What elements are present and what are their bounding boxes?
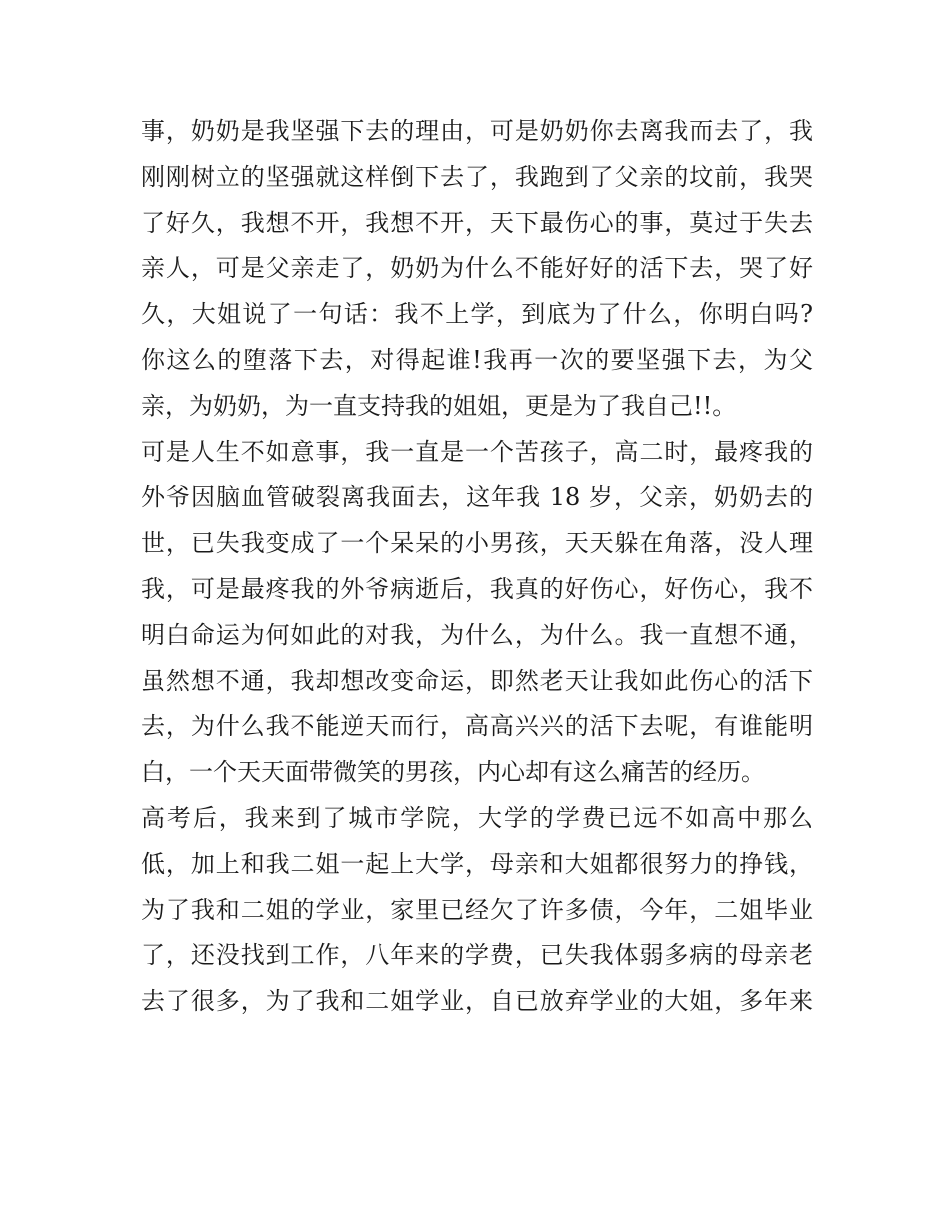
- paragraph-3: [141, 796, 813, 1025]
- text-line: 亲，为奶奶，为一直支持我的姐姐，更是为了我自己!!。: [141, 391, 737, 420]
- text-line: 世，已失我变成了一个呆呆的小男孩，天天躲在角落，没人理: [141, 529, 813, 558]
- text-line: 久，大姐说了一句话：我不上学，到底为了什么，你明白吗?: [141, 300, 813, 329]
- text-line: 虽然想不通，我却想改变命运，即然老天让我如此伤心的活下: [141, 666, 813, 695]
- text-line: 去了很多，为了我和二姐学业，自已放弃学业的大姐，多年来: [141, 987, 813, 1016]
- text-line: 去，为什么我不能逆天而行，高高兴兴的活下去呢，有谁能明: [141, 712, 813, 741]
- text-line: 外爷因脑血管破裂离我面去，这年我 18 岁，父亲，奶奶去的: [141, 483, 813, 512]
- text-line: 白，一个天天面带微笑的男孩，内心却有这么痛苦的经历。: [141, 758, 765, 787]
- text-line: 为了我和二姐的学业，家里已经欠了许多债，今年，二姐毕业: [141, 895, 813, 924]
- text-line: 了，还没找到工作，八年来的学费，已失我体弱多病的母亲老: [141, 941, 813, 970]
- text-line: 了好久，我想不开，我想不开，天下最伤心的事，莫过于失去: [141, 208, 813, 237]
- paragraph-1: [141, 109, 813, 430]
- text-line: 亲人，可是父亲走了，奶奶为什么不能好好的活下去，哭了好: [141, 254, 813, 283]
- paragraph-2: [141, 430, 813, 796]
- text-line: 刚刚树立的坚强就这样倒下去了，我跑到了父亲的坟前，我哭: [141, 162, 813, 191]
- text-line: 事，奶奶是我坚强下去的理由，可是奶奶你去离我而去了，我: [141, 117, 813, 145]
- text-line: 高考后，我来到了城市学院，大学的学费已远不如高中那么: [141, 803, 813, 832]
- text-line: 明白命运为何如此的对我，为什么，为什么。我一直想不通，: [141, 620, 813, 649]
- text-line: 可是人生不如意事，我一直是一个苦孩子，高二时，最疼我的: [141, 437, 813, 466]
- document-body: [141, 109, 813, 1025]
- text-line: 低，加上和我二姐一起上大学，母亲和大姐都很努力的挣钱，: [141, 849, 813, 878]
- text-line: 你这么的堕落下去，对得起谁!我再一次的要坚强下去，为父: [141, 345, 813, 374]
- text-line: 我，可是最疼我的外爷病逝后，我真的好伤心，好伤心，我不: [141, 574, 813, 603]
